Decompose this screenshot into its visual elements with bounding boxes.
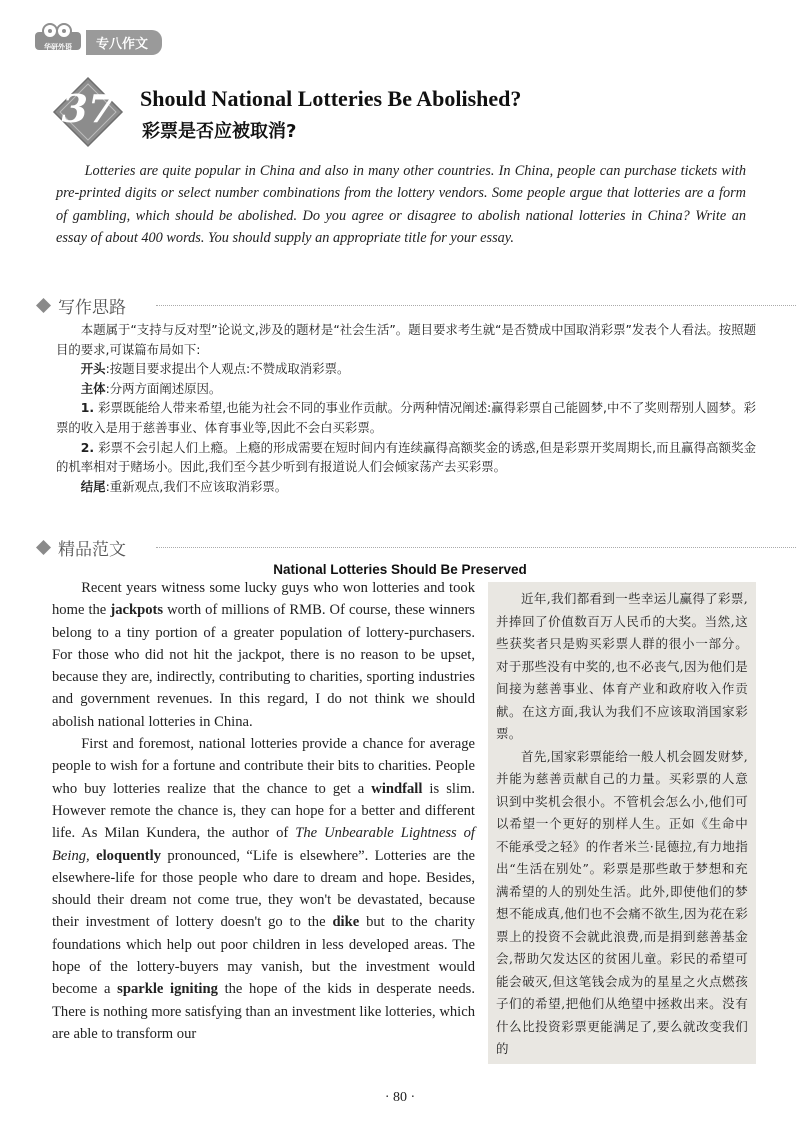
vocab-highlight: windfall <box>371 780 423 797</box>
translation-paragraph-1: 近年,我们都看到一些幸运儿赢得了彩票,并捧回了价值数百万人民币的大奖。当然,这些获奖者只是购买彩票人群的很小一部分。对于那些没有中奖的,也不必丧气,因为他们是间接为慈善事业、体育产业和政府收入作贡献。在这方面,我认为我们不应该取消国家彩票。 <box>496 591 748 741</box>
page-number: · 80 · <box>384 1090 416 1105</box>
topic-number: 37 <box>61 86 115 131</box>
outline-label: 主体 <box>80 380 106 396</box>
essay-prompt: Lotteries are quite popular in China and also in many other countries. In China, people can purchase tickets with pre-printed digits or select number combinations from the lottery vendors. Some people argue that lotteries are a form of gambling, which should be abolished. Do you agree or disagree to abolish national lotteries in China? Write an essay of about 400 words. You should supply an appropriate title for your essay. <box>56 163 746 247</box>
outline-intro: 本题属于“支持与反对型”论说文,涉及的题材是“社会生活”。题目要求考生就“是否赞成中国取消彩票”发表个人看法。按照题目的要求,可谋篇布局如下: <box>56 322 756 357</box>
page-header <box>0 20 800 60</box>
outline-ending <box>56 477 756 497</box>
vocab-highlight: sparkle igniting <box>117 981 218 998</box>
section-divider <box>156 547 796 548</box>
outline-text: :按题目要求提出个人观点:不赞成取消彩票。 <box>105 361 350 377</box>
section-title: 写作思路 <box>58 298 126 318</box>
vocab-highlight: jackpots <box>110 602 164 619</box>
section-heading-ideas <box>36 293 796 317</box>
essay-text: pronounced, “Life is elsewhere”. Lotteries are the elsewhere-life for those people who dare to dream and hope. Besides, should their dream not come true, they won't be devastated, because their investment of lottery doesn't go to the <box>52 847 475 931</box>
essay-text: but to the charity foundations which help out poor children in less developed areas. The hope of the lottery-buyers may vanish, but the investment would become a <box>52 914 475 998</box>
vocab-highlight: eloquently <box>96 847 161 864</box>
diamond-bullet-icon <box>36 540 51 555</box>
essay-english <box>52 577 475 1045</box>
outline-text: :重新观点,我们不应该取消彩票。 <box>105 478 288 494</box>
essay-text: First and foremost, national lotteries provide a chance for average people to wish for a fortune and contribute their bits to charities. People who buy lotteries realize that the chance to get a <box>52 736 475 797</box>
diamond-bullet-icon <box>36 298 51 313</box>
section-heading-sample <box>36 535 796 559</box>
essay-paragraph-1 <box>52 577 475 733</box>
essay-text: is slim. However remote the chance is, they can hope for a better and different life. As Milan Kundera, the author of <box>52 780 475 842</box>
outline-label: 结尾 <box>80 478 106 494</box>
essay-text: Recent years witness some lucky guys who won lotteries and took home the <box>52 580 475 619</box>
outline-label: 2. <box>80 439 95 455</box>
essay-title: National Lotteries Should Be Preserved <box>273 562 527 577</box>
outline-point-1 <box>56 398 756 437</box>
outline-body <box>56 379 756 399</box>
section-divider <box>156 305 796 306</box>
outline-text: :分两方面阐述原因。 <box>105 380 222 396</box>
translation-box <box>488 582 756 1064</box>
logo-text: 华研外语 <box>44 43 72 51</box>
page-title: Should National Lotteries Be Abolished? <box>140 86 522 111</box>
essay-paragraph-2 <box>52 733 475 1045</box>
writing-outline <box>56 320 756 496</box>
page-title-chinese: 彩票是否应被取消? <box>142 121 297 142</box>
section-title: 精品范文 <box>58 540 126 560</box>
outline-label: 1. <box>80 400 95 416</box>
outline-label: 开头 <box>80 361 106 377</box>
essay-text: worth of millions of RMB. Of course, these winners belong to a tiny portion of a greater population of lottery-purchasers. For those who did not hit the jackpot, there is no reason to be upset, because they are, indirectly, contributing to charities, sporting industries and government revenues. In this regard, I do not think we should abolish national lotteries in China. <box>52 602 475 730</box>
translation-paragraph-2: 首先,国家彩票能给一般人机会圆发财梦,并能为慈善贡献自己的力量。买彩票的人意识到中奖机会很小。不管机会怎么小,他们可以希望一个更好的别样人生。正如《生命中不能承受之轻》的作者米兰·昆德拉,有力地指出“生活在别处”。彩票是那些敢于梦想和充满希望的人的别处生活。此外,即使他们的梦想不能成真,他们也不会痛不欲生,因为花在彩票上的投资不会就此浪费,而是捐到慈善基金会,帮助欠发达区的贫困儿童。彩民的希望可能会破灭,但这笔钱会成为的星星之火点燃孩子们的希望,把他们从绝望中拯救出来。没有什么比投资彩票更能满足了,要么就改变我们的 <box>496 748 748 1056</box>
outline-point-2 <box>56 438 756 477</box>
book-title: The Unbearable Lightness of Being, <box>52 825 475 864</box>
outline-text: 彩票既能给人带来希望,也能为社会不同的事业作贡献。分两种情况阐述:赢得彩票自己能圆梦,中不了奖则帮别人圆梦。彩票的收入是用于慈善事业、体育事业等,因此不会白买彩票。 <box>56 400 756 435</box>
series-badge: 专八作文 <box>86 30 162 55</box>
essay-text: the hope of the kids in desperate needs. There is nothing more satisfying than an investment like lotteries, which are able to transform our <box>52 981 475 1042</box>
outline-opening <box>56 359 756 379</box>
publisher-logo <box>34 22 82 52</box>
outline-text: 彩票不会引起人们上瘾。上瘾的形成需要在短时间内有连续赢得高额奖金的诱惑,但是彩票开奖周期长,而且赢得高额奖金的机率相对于赌场小。因此,我们至今甚少听到有报道说人们会倾家荡产去买彩票。 <box>56 439 756 475</box>
vocab-highlight: dike <box>332 914 360 931</box>
